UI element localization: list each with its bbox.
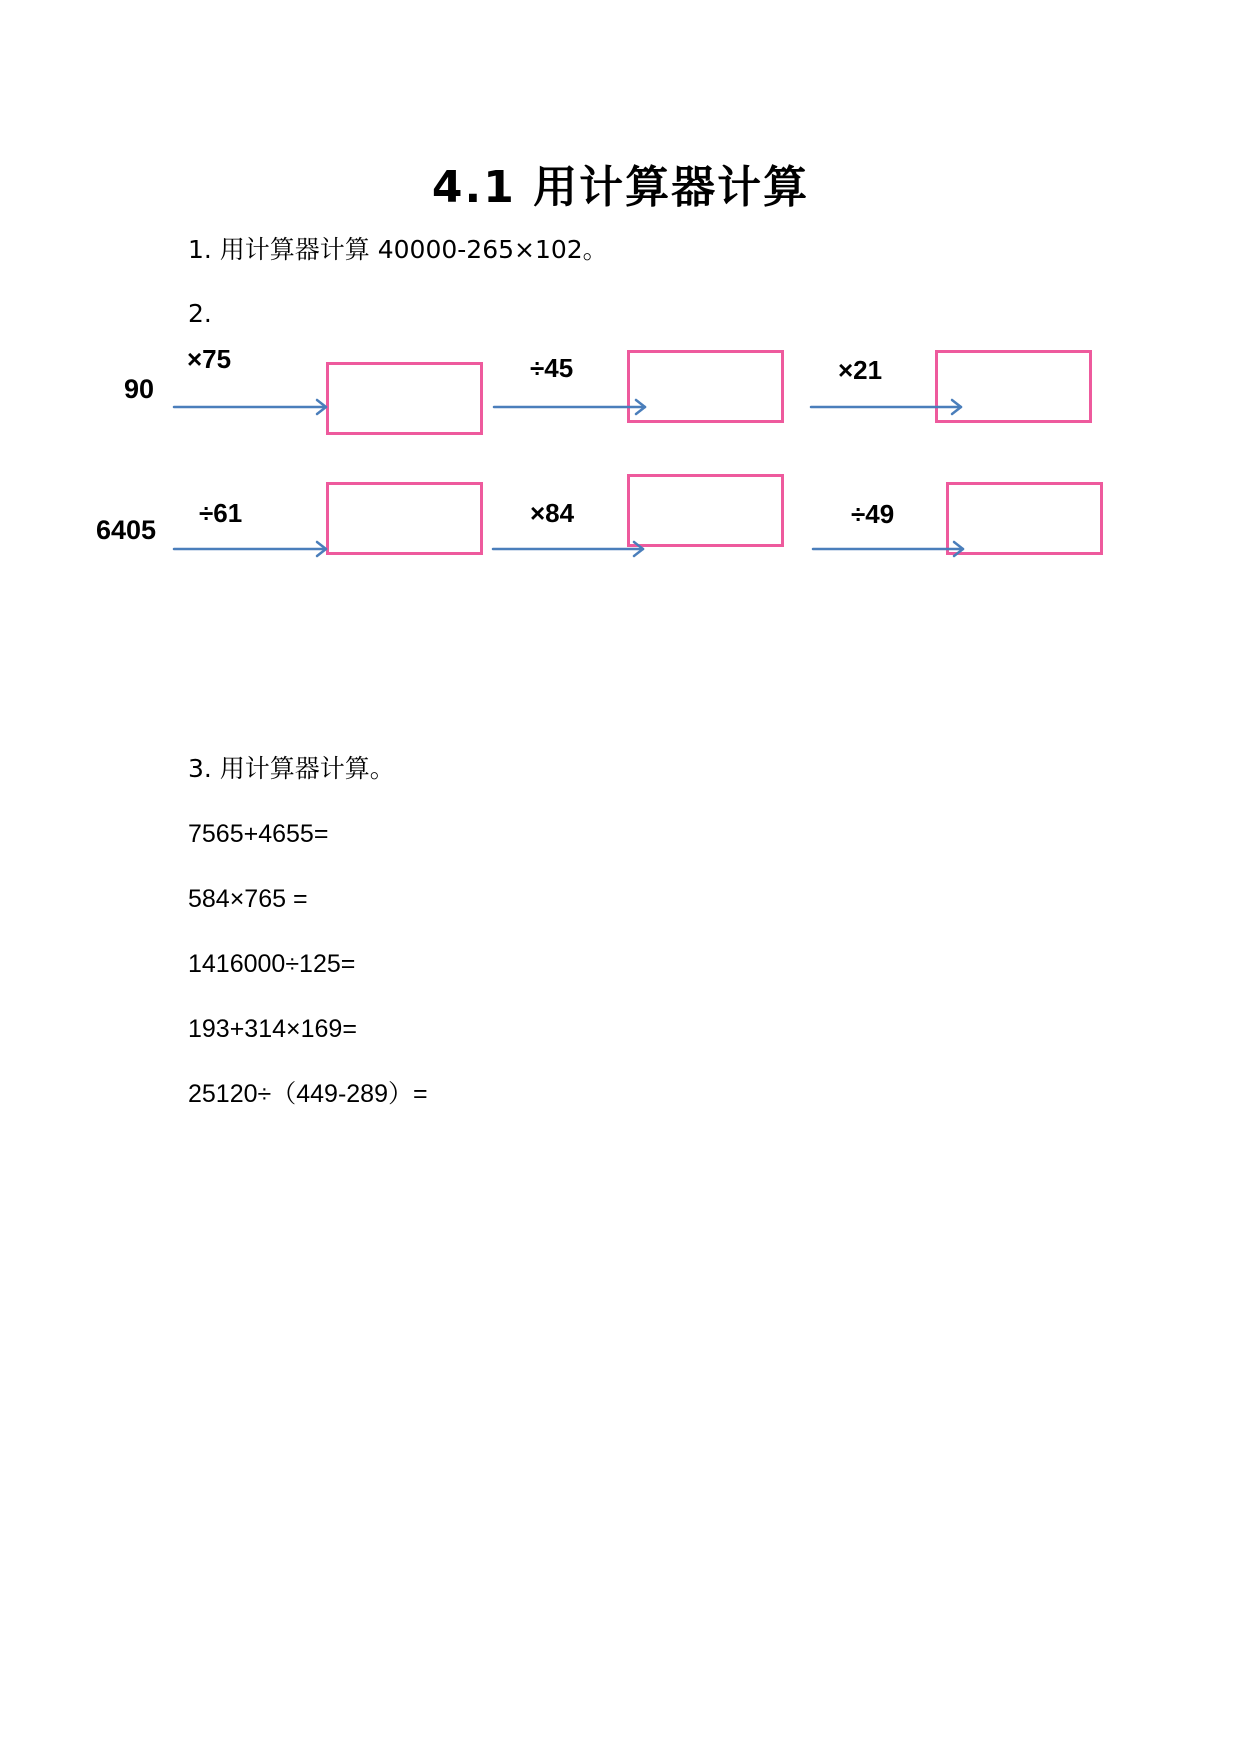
question-2-label: 2. <box>188 299 212 328</box>
row1-op-3: ×21 <box>838 355 883 385</box>
row2-arrow-1 <box>174 542 326 556</box>
question-3: 3. 用计算器计算。 <box>188 754 395 783</box>
equation-3: 1416000÷125= <box>188 950 356 978</box>
row1-arrow-3 <box>811 400 961 414</box>
row1-start-number: 90 <box>124 374 155 404</box>
row2-arrow-2 <box>493 542 643 556</box>
row2-arrow-3 <box>813 542 963 556</box>
row1-op-2: ÷45 <box>530 353 574 383</box>
question-1: 1. 用计算器计算 40000-265×102。 <box>188 235 608 264</box>
equation-5: 25120÷（449-289）= <box>188 1080 428 1108</box>
row2-op-1: ÷61 <box>199 498 243 528</box>
row2-op-2: ×84 <box>530 498 575 528</box>
equation-4: 193+314×169= <box>188 1015 357 1043</box>
row1-arrow-2 <box>494 400 645 414</box>
page-title: 4.1 用计算器计算 <box>431 162 810 213</box>
row1-arrow-1 <box>174 400 326 414</box>
row2-op-3: ÷49 <box>851 499 895 529</box>
equation-1: 7565+4655= <box>188 820 329 848</box>
equation-2: 584×765 = <box>188 885 308 913</box>
row1-op-1: ×75 <box>187 344 232 374</box>
row2-start-number: 6405 <box>96 515 157 545</box>
